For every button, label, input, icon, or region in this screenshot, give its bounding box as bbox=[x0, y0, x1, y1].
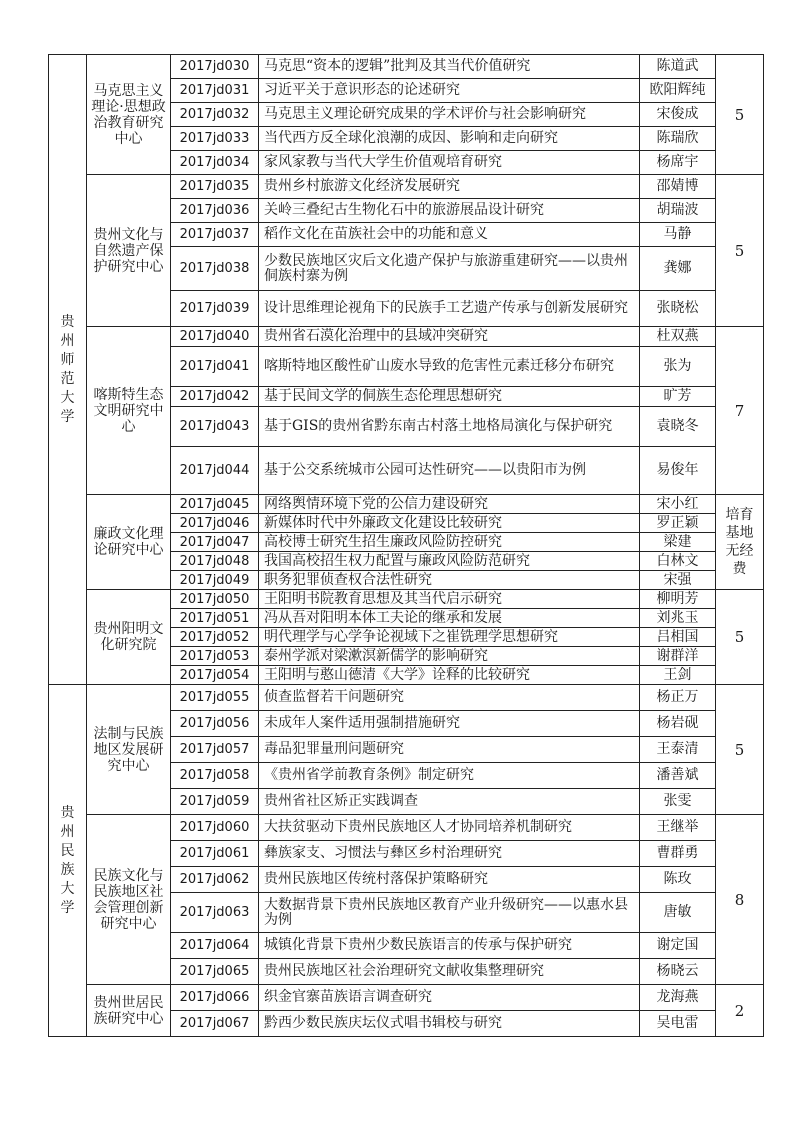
project-leader: 袁晓冬 bbox=[640, 407, 716, 447]
project-title: 黔西少数民族庆坛仪式唱书辑校与研究 bbox=[259, 1011, 640, 1037]
project-leader: 胡瑞波 bbox=[640, 199, 716, 223]
project-title: 职务犯罪侦查权合法性研究 bbox=[259, 571, 640, 590]
project-code: 2017jd043 bbox=[171, 407, 259, 447]
project-code: 2017jd053 bbox=[171, 647, 259, 666]
project-leader: 龚娜 bbox=[640, 247, 716, 291]
project-leader: 杜双燕 bbox=[640, 327, 716, 347]
project-code: 2017jd064 bbox=[171, 933, 259, 959]
project-leader: 王剑 bbox=[640, 666, 716, 685]
project-leader: 梁建 bbox=[640, 533, 716, 552]
center-name: 法制与民族地区发展研究中心 bbox=[87, 685, 171, 815]
project-leader: 张为 bbox=[640, 347, 716, 387]
project-leader: 杨正万 bbox=[640, 685, 716, 711]
project-leader: 谢定国 bbox=[640, 933, 716, 959]
project-code: 2017jd033 bbox=[171, 127, 259, 151]
project-leader: 张雯 bbox=[640, 789, 716, 815]
project-leader: 宋小红 bbox=[640, 495, 716, 514]
project-code: 2017jd037 bbox=[171, 223, 259, 247]
project-title: 新媒体时代中外廉政文化建设比较研究 bbox=[259, 514, 640, 533]
project-leader: 易俊年 bbox=[640, 447, 716, 495]
center-name: 民族文化与民族地区社会管理创新研究中心 bbox=[87, 815, 171, 985]
project-leader: 宋强 bbox=[640, 571, 716, 590]
project-leader: 旷芳 bbox=[640, 387, 716, 407]
project-code: 2017jd048 bbox=[171, 552, 259, 571]
project-leader: 谢群洋 bbox=[640, 647, 716, 666]
project-leader: 陈道武 bbox=[640, 55, 716, 79]
project-count: 5 bbox=[716, 685, 764, 815]
project-code: 2017jd038 bbox=[171, 247, 259, 291]
project-count: 8 bbox=[716, 815, 764, 985]
project-code: 2017jd067 bbox=[171, 1011, 259, 1037]
project-leader: 曹群勇 bbox=[640, 841, 716, 867]
project-code: 2017jd044 bbox=[171, 447, 259, 495]
project-leader: 刘兆玉 bbox=[640, 609, 716, 628]
project-leader: 欧阳辉纯 bbox=[640, 79, 716, 103]
project-code: 2017jd066 bbox=[171, 985, 259, 1011]
project-code: 2017jd030 bbox=[171, 55, 259, 79]
project-title: 泰州学派对梁漱溟新儒学的影响研究 bbox=[259, 647, 640, 666]
project-leader: 杨晓云 bbox=[640, 959, 716, 985]
project-code: 2017jd045 bbox=[171, 495, 259, 514]
project-code: 2017jd046 bbox=[171, 514, 259, 533]
project-count: 5 bbox=[716, 590, 764, 685]
project-code: 2017jd052 bbox=[171, 628, 259, 647]
project-code: 2017jd050 bbox=[171, 590, 259, 609]
project-title: 毒品犯罪量刑问题研究 bbox=[259, 737, 640, 763]
project-title: 家风家教与当代大学生价值观培育研究 bbox=[259, 151, 640, 175]
project-title: 大数据背景下贵州民族地区教育产业升级研究——以惠水县为例 bbox=[259, 893, 640, 933]
project-code: 2017jd062 bbox=[171, 867, 259, 893]
project-count: 2 bbox=[716, 985, 764, 1037]
project-title: 喀斯特地区酸性矿山废水导致的危害性元素迁移分布研究 bbox=[259, 347, 640, 387]
project-title: 我国高校招生权力配置与廉政风险防范研究 bbox=[259, 552, 640, 571]
project-code: 2017jd041 bbox=[171, 347, 259, 387]
project-title: 基于GIS的贵州省黔东南古村落土地格局演化与保护研究 bbox=[259, 407, 640, 447]
project-code: 2017jd059 bbox=[171, 789, 259, 815]
project-leader: 张晓松 bbox=[640, 291, 716, 327]
project-code: 2017jd032 bbox=[171, 103, 259, 127]
project-code: 2017jd049 bbox=[171, 571, 259, 590]
project-code: 2017jd061 bbox=[171, 841, 259, 867]
project-title: 习近平关于意识形态的论述研究 bbox=[259, 79, 640, 103]
project-count: 5 bbox=[716, 55, 764, 175]
project-title: 少数民族地区灾后文化遗产保护与旅游重建研究——以贵州侗族村寨为例 bbox=[259, 247, 640, 291]
project-code: 2017jd057 bbox=[171, 737, 259, 763]
project-leader: 杨岩砚 bbox=[640, 711, 716, 737]
project-title: 大扶贫驱动下贵州民族地区人才协同培养机制研究 bbox=[259, 815, 640, 841]
project-code: 2017jd039 bbox=[171, 291, 259, 327]
center-name: 喀斯特生态文明研究中心 bbox=[87, 327, 171, 495]
table-row bbox=[49, 55, 764, 79]
project-title: 贵州省社区矫正实践调查 bbox=[259, 789, 640, 815]
project-title: 王阳明书院教育思想及其当代启示研究 bbox=[259, 590, 640, 609]
project-title: 贵州乡村旅游文化经济发展研究 bbox=[259, 175, 640, 199]
project-title: 设计思维理论视角下的民族手工艺遗产传承与创新发展研究 bbox=[259, 291, 640, 327]
project-title: 高校博士研究生招生廉政风险防控研究 bbox=[259, 533, 640, 552]
project-code: 2017jd040 bbox=[171, 327, 259, 347]
project-leader: 罗正颖 bbox=[640, 514, 716, 533]
project-title: 基于公交系统城市公园可达性研究——以贵阳市为例 bbox=[259, 447, 640, 495]
project-leader: 柳明芳 bbox=[640, 590, 716, 609]
project-code: 2017jd063 bbox=[171, 893, 259, 933]
project-table bbox=[48, 54, 764, 1037]
project-title: 基于民间文学的侗族生态伦理思想研究 bbox=[259, 387, 640, 407]
project-code: 2017jd042 bbox=[171, 387, 259, 407]
project-title: 彝族家支、习惯法与彝区乡村治理研究 bbox=[259, 841, 640, 867]
university-name: 贵州师范大学 bbox=[60, 313, 75, 425]
project-code: 2017jd054 bbox=[171, 666, 259, 685]
center-name: 贵州世居民族研究中心 bbox=[87, 985, 171, 1037]
project-code: 2017jd056 bbox=[171, 711, 259, 737]
project-leader: 邵婧博 bbox=[640, 175, 716, 199]
project-title: 马克思“资本的逻辑”批判及其当代价值研究 bbox=[259, 55, 640, 79]
center-name: 马克思主义理论·思想政治教育研究中心 bbox=[87, 55, 171, 175]
center-name: 贵州文化与自然遗产保护研究中心 bbox=[87, 175, 171, 327]
project-title: 网络舆情环境下党的公信力建设研究 bbox=[259, 495, 640, 514]
project-leader: 唐敏 bbox=[640, 893, 716, 933]
project-title: 侦查监督若干问题研究 bbox=[259, 685, 640, 711]
project-title: 贵州省石漠化治理中的县域冲突研究 bbox=[259, 327, 640, 347]
table-row bbox=[49, 327, 764, 347]
project-title: 关岭三叠纪古生物化石中的旅游展品设计研究 bbox=[259, 199, 640, 223]
project-leader: 吴电雷 bbox=[640, 1011, 716, 1037]
project-code: 2017jd058 bbox=[171, 763, 259, 789]
project-leader: 潘善斌 bbox=[640, 763, 716, 789]
project-title: 王阳明与憨山德清《大学》诠释的比较研究 bbox=[259, 666, 640, 685]
project-code: 2017jd031 bbox=[171, 79, 259, 103]
project-leader: 白林文 bbox=[640, 552, 716, 571]
university-name: 贵州民族大学 bbox=[60, 804, 75, 916]
university-cell bbox=[49, 685, 87, 1037]
table-row bbox=[49, 985, 764, 1011]
project-leader: 马静 bbox=[640, 223, 716, 247]
project-code: 2017jd035 bbox=[171, 175, 259, 199]
project-code: 2017jd047 bbox=[171, 533, 259, 552]
project-count: 7 bbox=[716, 327, 764, 495]
project-title: 贵州民族地区社会治理研究文献收集整理研究 bbox=[259, 959, 640, 985]
project-code: 2017jd051 bbox=[171, 609, 259, 628]
project-code: 2017jd036 bbox=[171, 199, 259, 223]
project-leader: 王继举 bbox=[640, 815, 716, 841]
project-title: 织金官寨苗族语言调查研究 bbox=[259, 985, 640, 1011]
project-leader: 吕相国 bbox=[640, 628, 716, 647]
project-title: 明代理学与心学争论视域下之崔铣理学思想研究 bbox=[259, 628, 640, 647]
project-title: 冯从吾对阳明本体工夫论的继承和发展 bbox=[259, 609, 640, 628]
table-row bbox=[49, 495, 764, 514]
project-title: 贵州民族地区传统村落保护策略研究 bbox=[259, 867, 640, 893]
project-leader: 宋俊成 bbox=[640, 103, 716, 127]
project-leader: 杨席宇 bbox=[640, 151, 716, 175]
center-name: 贵州阳明文化研究院 bbox=[87, 590, 171, 685]
project-leader: 陈瑞欣 bbox=[640, 127, 716, 151]
project-title: 当代西方反全球化浪潮的成因、影响和走向研究 bbox=[259, 127, 640, 151]
project-leader: 龙海燕 bbox=[640, 985, 716, 1011]
project-title: 城镇化背景下贵州少数民族语言的传承与保护研究 bbox=[259, 933, 640, 959]
project-title: 未成年人案件适用强制措施研究 bbox=[259, 711, 640, 737]
project-count: 培育基地无经费 bbox=[716, 495, 764, 590]
project-title: 《贵州省学前教育条例》制定研究 bbox=[259, 763, 640, 789]
project-title: 马克思主义理论研究成果的学术评价与社会影响研究 bbox=[259, 103, 640, 127]
center-name: 廉政文化理论研究中心 bbox=[87, 495, 171, 590]
project-code: 2017jd065 bbox=[171, 959, 259, 985]
university-cell bbox=[49, 55, 87, 685]
project-leader: 王泰清 bbox=[640, 737, 716, 763]
project-code: 2017jd034 bbox=[171, 151, 259, 175]
table-row bbox=[49, 815, 764, 841]
project-title: 稻作文化在苗族社会中的功能和意义 bbox=[259, 223, 640, 247]
project-code: 2017jd060 bbox=[171, 815, 259, 841]
project-count: 5 bbox=[716, 175, 764, 327]
project-leader: 陈玫 bbox=[640, 867, 716, 893]
project-code: 2017jd055 bbox=[171, 685, 259, 711]
table-row bbox=[49, 685, 764, 711]
table-row bbox=[49, 590, 764, 609]
table-row bbox=[49, 175, 764, 199]
